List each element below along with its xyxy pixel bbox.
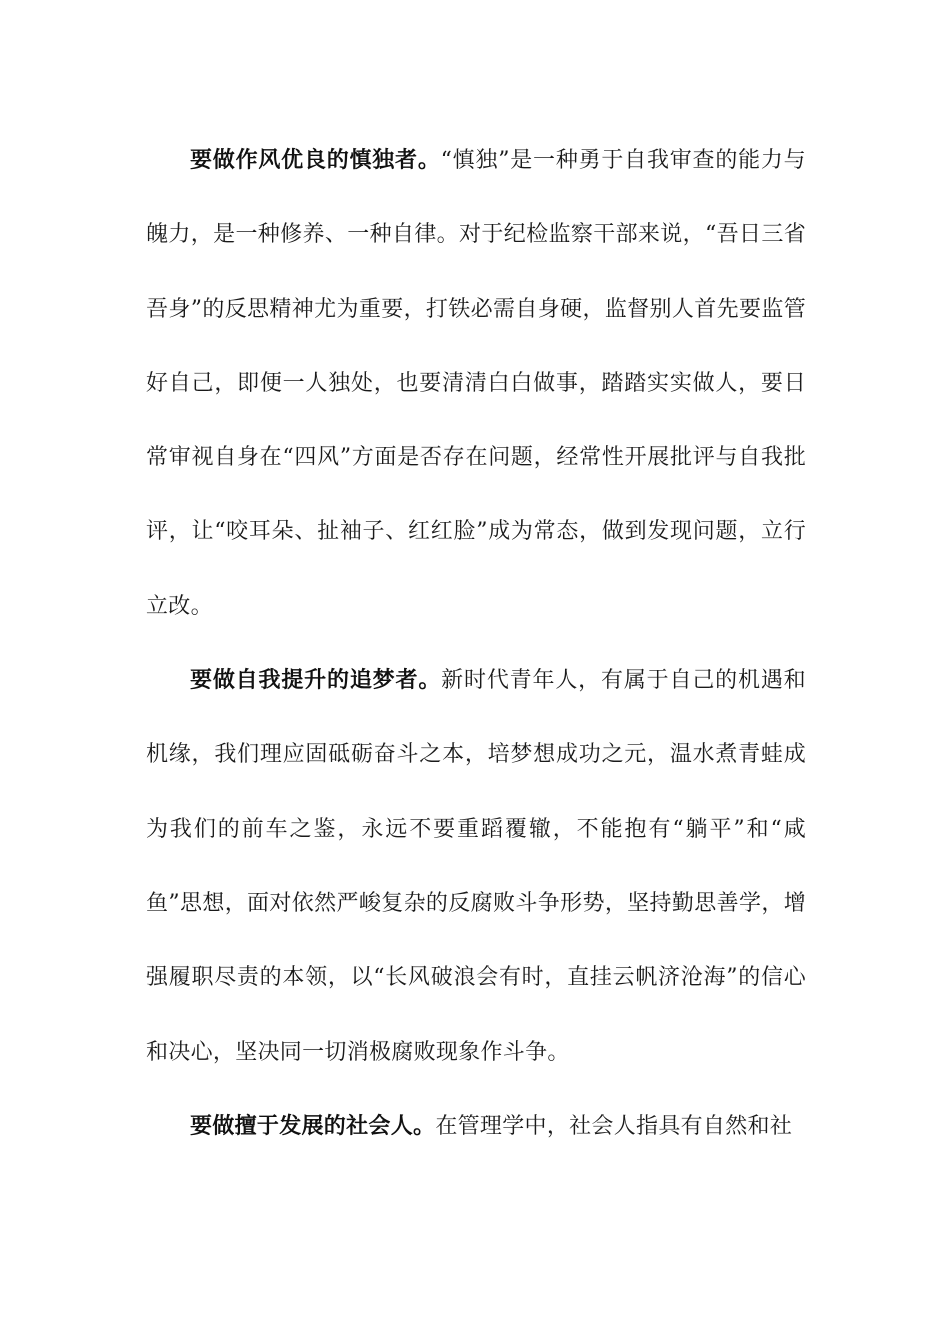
- paragraph-1-body: “慎独”是一种勇于自我审查的能力与魄力，是一种修养、一种自律。对于纪检监察干部来说，“吾日三省吾身”的反思精神尤为重要，打铁必需自身硬，监督别人首先要监管好自己，即便一人独处，也要清清白白做事，踏踏实实做人，要日常审视自身在“四风”方面是否存在问题，经常性开展批评与自我批评，让“咬耳朵、扯袖子、红红脸”成为常态，做到发现问题，立行立改。: [146, 148, 806, 619]
- paragraph-3-lead: 要做擅于发展的社会人。: [190, 1113, 436, 1139]
- paragraph-2-body: 新时代青年人，有属于自己的机遇和机缘，我们理应固砥砺奋斗之本，培梦想成功之元，温水煮青蛙成为我们的前车之鉴，永远不要重蹈覆辙，不能抱有“躺平”和“咸鱼”思想，面对依然严峻复杂的反腐败斗争形势，坚持勤思善学，增强履职尽责的本领，以“长风破浪会有时，直挂云帆济沧海”的信心和决心，坚决同一切消极腐败现象作斗争。: [146, 668, 806, 1065]
- paragraph-3: [146, 1090, 806, 1164]
- paragraph-3-body: 在管理学中，社会人指具有自然和社: [435, 1113, 793, 1139]
- paragraph-1-lead: 要做作风优良的慎独者。: [190, 148, 441, 173]
- paragraph-2-lead: 要做自我提升的追梦者。: [190, 668, 442, 694]
- paragraph-2: [146, 644, 806, 1090]
- paragraph-1: [146, 124, 806, 644]
- document-body: [146, 124, 806, 1164]
